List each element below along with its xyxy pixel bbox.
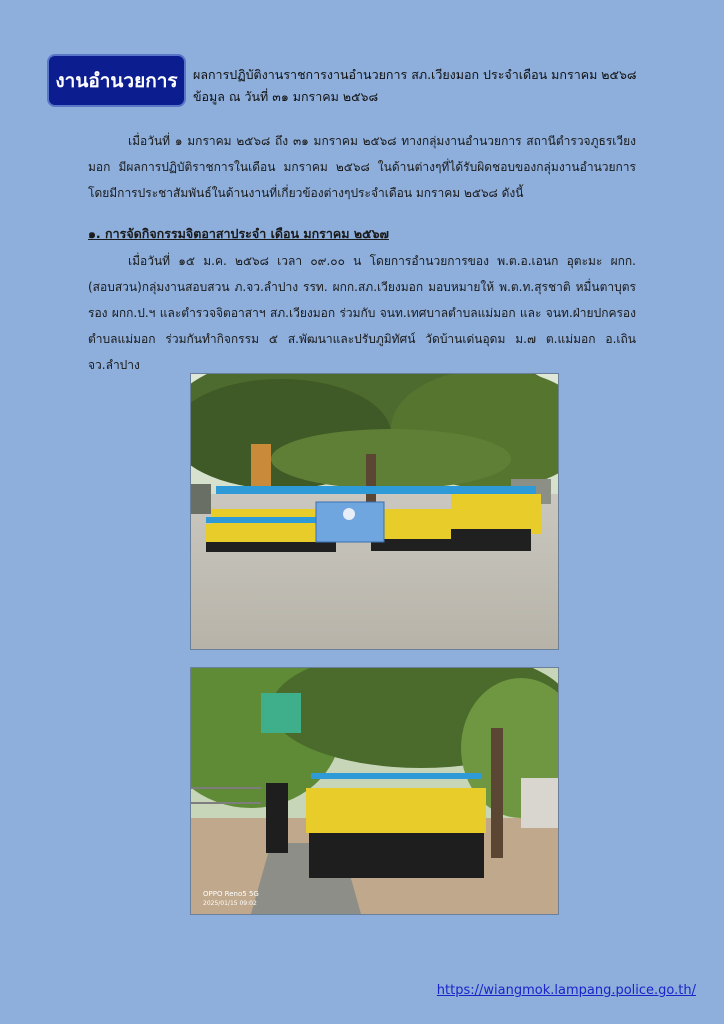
report-title: ผลการปฏิบัติงานราชการงานอำนวยการ สภ.เวียงมอก ประจำเดือน มกราคม ๒๕๖๘ — [193, 67, 637, 82]
group-photo-image — [191, 668, 558, 914]
report-header — [193, 64, 693, 108]
section-1-paragraph — [88, 248, 636, 378]
section-1-heading: ๑. การจัดกิจกรรมจิตอาสาประจำ เดือน มกราคม ๒๕๖๗ — [88, 226, 389, 241]
section-1-text: เมื่อวันที่ ๑๕ ม.ค. ๒๕๖๘ เวลา ๐๙.๐๐ น โดยการอำนวยการของ พ.ต.อ.เอนก อุตะมะ ผกก.(สอบสวน)กลุ่มงานสอบสวน ภ.จว.ลำปาง รรท. ผกก.สภ.เวียงมอก มอบหมายให้ พ.ต.ท.สุรชาติ หมื่นตาบุตร รอง ผกก.ป.ฯ และตำรวจจิตอาสาฯ สภ.เวียงมอก ร่วมกับ จนท.เทศบาลตำบลแม่มอก และ จนท.ฝ่ายปกครองตำบลแม่มอก ร่วมกันทำกิจกรรม ๕ ส.พัฒนาและปรับภูมิทัศน์ วัดบ้านเด่นอุดม ม.๗ ต.แม่มอก อ.เถินจว.ลำปาง — [88, 254, 636, 372]
intro-paragraph — [88, 128, 636, 206]
intro-text: เมื่อวันที่ ๑ มกราคม ๒๕๖๘ ถึง ๓๑ มกราคม ๒๕๖๘ ทางกลุ่มงานอำนวยการ สถานีตำรวจภูธรเวียงมอก มีผลการปฏิบัติราชการในเดือน มกราคม ๒๕๖๘ ในด้านต่างๆที่ได้รับผิดชอบของกลุ่มงานอำนวยการ โดยมีการประชาสัมพันธ์ในด้านงานที่เกี่ยวข้องต่างๆประจำเดือน มกราคม ๒๕๖๘ ดังนี้ — [88, 134, 636, 200]
report-date: ข้อมูล ณ วันที่ ๓๑ มกราคม ๒๕๖๘ — [193, 89, 379, 104]
website-link[interactable]: https://wiangmok.lampang.police.go.th/ — [436, 983, 696, 998]
photo-stamp-line1: OPPO Reno5 5G — [203, 890, 259, 898]
department-badge: งานอำนวยการ — [49, 56, 184, 105]
activity-photo-2 — [190, 667, 559, 915]
group-photo-image — [191, 374, 558, 649]
photo-stamp-line2: 2025/01/15 09:02 — [203, 900, 257, 907]
activity-photo-1 — [190, 373, 559, 650]
